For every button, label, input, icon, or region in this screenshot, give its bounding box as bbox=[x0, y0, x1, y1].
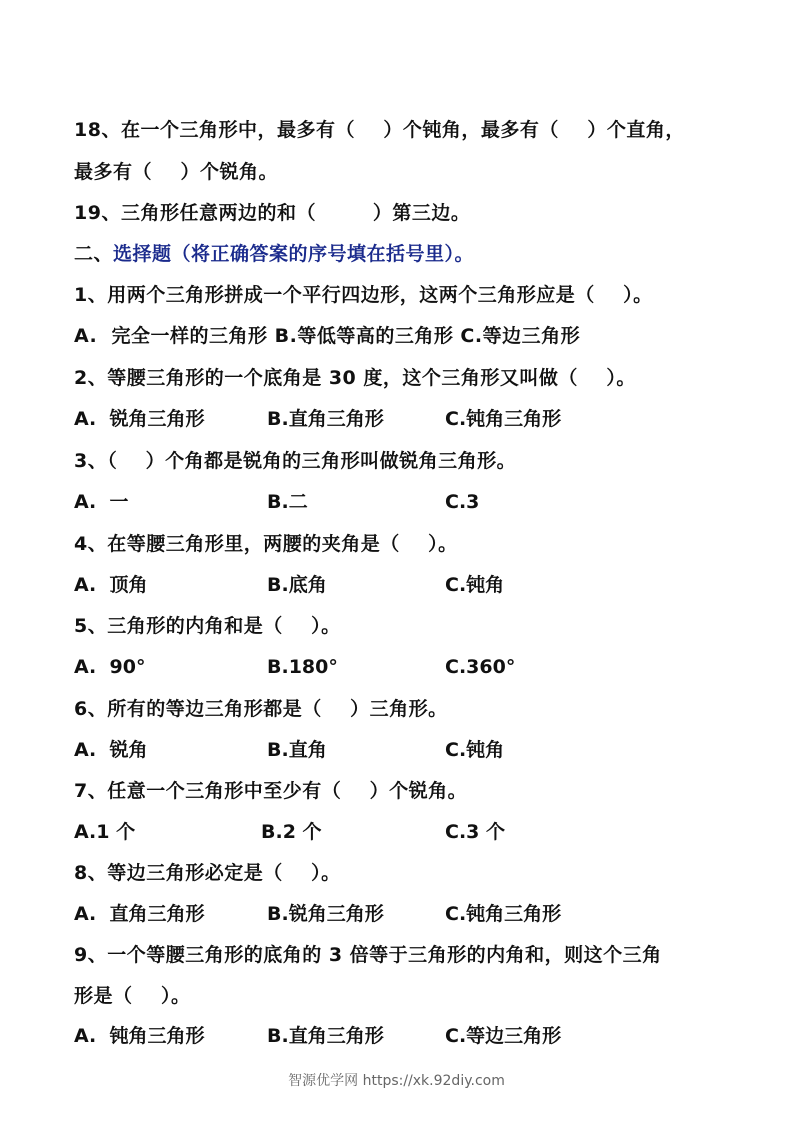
option-b: B.2 个 bbox=[261, 821, 322, 843]
question-4: 4、在等腰三角形里，两腰的夹角是（ ）。 bbox=[74, 533, 458, 555]
question-18-line-1: 18、在一个三角形中，最多有（ ）个钝角，最多有（ ）个直角， bbox=[74, 119, 685, 141]
question-19: 19、三角形任意两边的和（ ）第三边。 bbox=[74, 202, 471, 224]
question-18-line-2: 最多有（ ）个锐角。 bbox=[74, 161, 278, 183]
option-a: A.1 个 bbox=[74, 821, 136, 843]
option-b: B.直角三角形 bbox=[267, 1025, 384, 1047]
question-5: 5、三角形的内角和是（ ）。 bbox=[74, 615, 341, 637]
option-c: C.360° bbox=[445, 656, 516, 678]
question-8: 8、等边三角形必定是（ ）。 bbox=[74, 862, 341, 884]
section-number: 二、 bbox=[74, 243, 114, 265]
question-9-line-2: 形是（ ）。 bbox=[74, 985, 191, 1007]
option-c: C.钝角 bbox=[445, 739, 505, 761]
option-c: C.钝角 bbox=[445, 574, 505, 596]
option-a: A. 锐角三角形 bbox=[74, 408, 205, 430]
question-7: 7、任意一个三角形中至少有（ ）个锐角。 bbox=[74, 780, 468, 802]
option-a: A. 钝角三角形 bbox=[74, 1025, 205, 1047]
question-1: 1、用两个三角形拼成一个平行四边形，这两个三角形应是（ ）。 bbox=[74, 284, 653, 306]
footer-watermark[interactable]: 智源优学网 https://xk.92diy.com bbox=[288, 1073, 505, 1089]
option-b: B.二 bbox=[267, 491, 308, 513]
question-3: 3、（ ）个角都是锐角的三角形叫做锐角三角形。 bbox=[74, 450, 517, 472]
option-a: A. 顶角 bbox=[74, 574, 148, 596]
section-heading bbox=[74, 241, 474, 267]
question-2: 2、等腰三角形的一个底角是 30 度，这个三角形又叫做（ ）。 bbox=[74, 367, 636, 389]
option-a: A. 一 bbox=[74, 491, 129, 513]
question-9-line-1: 9、一个等腰三角形的底角的 3 倍等于三角形的内角和，则这个三角 bbox=[74, 944, 662, 966]
option-c: C.3 个 bbox=[445, 821, 505, 843]
question-1-options: A. 完全一样的三角形 B.等低等高的三角形 C.等边三角形 bbox=[74, 325, 581, 347]
option-a: A. 90° bbox=[74, 656, 146, 678]
option-b: B.直角三角形 bbox=[267, 408, 384, 430]
option-b: B.底角 bbox=[267, 574, 327, 596]
option-b: B.180° bbox=[267, 656, 338, 678]
section-title: 选择题（将正确答案的序号填在括号里）。 bbox=[113, 243, 475, 265]
question-6: 6、所有的等边三角形都是（ ）三角形。 bbox=[74, 698, 448, 720]
option-a: A. 直角三角形 bbox=[74, 903, 205, 925]
option-c: C.钝角三角形 bbox=[445, 408, 562, 430]
option-b: B.直角 bbox=[267, 739, 327, 761]
option-b: B.锐角三角形 bbox=[267, 903, 384, 925]
option-a: A. 锐角 bbox=[74, 739, 148, 761]
option-c: C.钝角三角形 bbox=[445, 903, 562, 925]
option-c: C.3 bbox=[445, 491, 480, 513]
option-c: C.等边三角形 bbox=[445, 1025, 562, 1047]
